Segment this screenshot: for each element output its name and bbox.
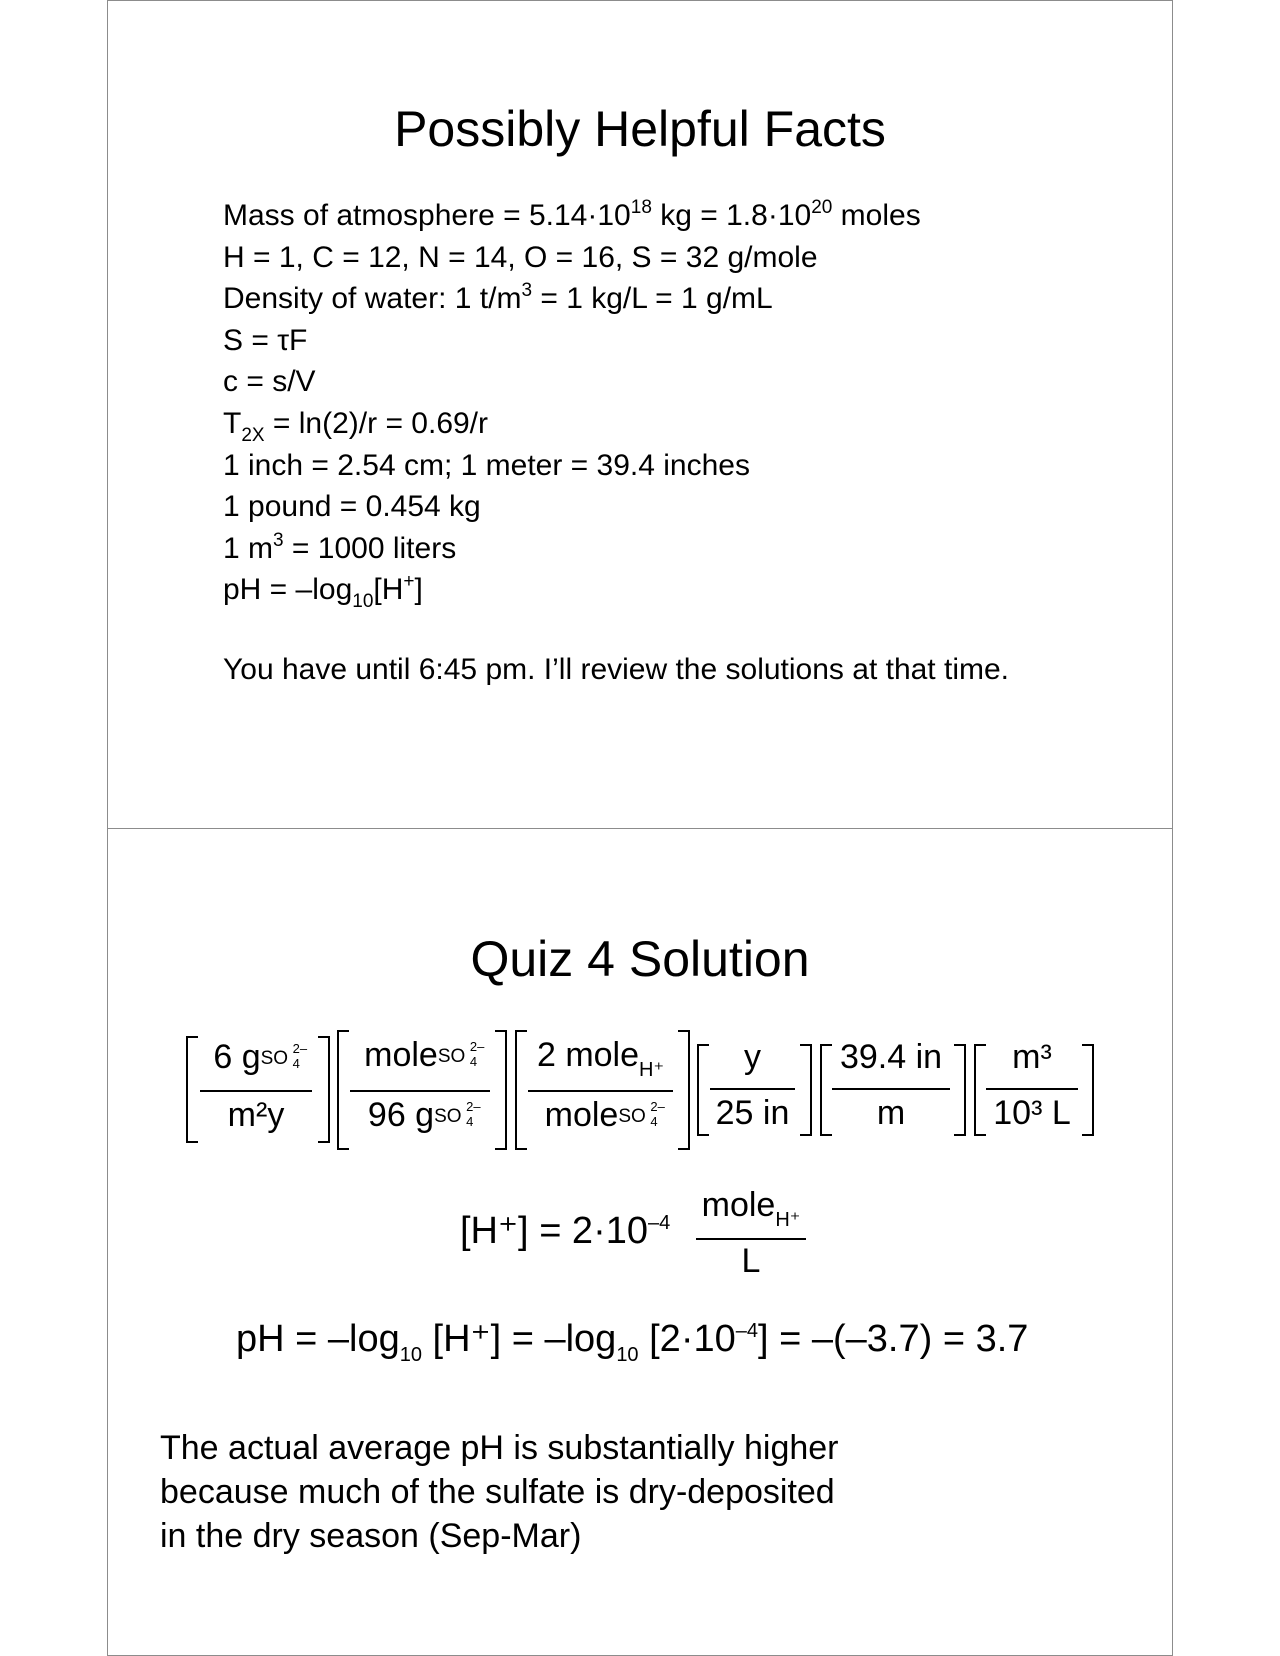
superscript: 3 (273, 529, 284, 551)
text: 2– (650, 1099, 665, 1114)
right-bracket (678, 1030, 690, 1150)
text: moles (832, 199, 921, 232)
subscript: 10 (616, 1344, 639, 1366)
text: ] (414, 573, 423, 607)
fraction-bar (710, 1088, 795, 1090)
fact-atmosphere-mass: Mass of atmosphere = $5.14\cdot 10^{18}$ kg = $1.8\cdot 10^{20}$ moles (223, 197, 921, 232)
text: 96 g (367, 1096, 435, 1134)
text: 2– (469, 1039, 485, 1054)
text: 1 m (223, 531, 274, 565)
note-line: because much of the sulfate is dry-deposited (160, 1473, 835, 1511)
text: = 1 kg/L = 1 g/mL (532, 282, 773, 316)
denominator: m (876, 1094, 906, 1132)
text: = 2·10 (539, 1210, 648, 1252)
fraction-bar (696, 1238, 806, 1240)
note-line: in the dry season (Sep-Mar) (160, 1517, 582, 1555)
numerator (528, 1036, 673, 1081)
explanation-note (160, 1426, 839, 1558)
text: pH = –log (223, 573, 353, 607)
facts-list (223, 195, 921, 611)
fraction-bar (986, 1088, 1078, 1090)
left-bracket (697, 1044, 709, 1136)
numerator: y (744, 1038, 761, 1076)
text: SO (434, 1106, 462, 1127)
subscript: 10 (352, 591, 374, 613)
fact-pound-conversion: 1 pound = 0.454 kg (223, 490, 481, 524)
text: [H⁺] = –log (432, 1318, 617, 1360)
numerator (350, 1036, 490, 1075)
denominator: 10³ L (993, 1094, 1071, 1132)
fact-inch-conversion: 1 inch = 2.54 cm; 1 meter = 39.4 inches (223, 448, 750, 482)
superscript: 18 (630, 197, 652, 218)
numerator: m³ (1012, 1038, 1052, 1076)
text: = ln(2)/r = 0.69/r (264, 406, 489, 440)
text: SO (618, 1106, 646, 1127)
text: [H (373, 573, 404, 607)
text: 2– (466, 1099, 481, 1114)
text: 2 mole (536, 1036, 640, 1074)
subscript: 10 (399, 1344, 422, 1366)
subscript: 2X (241, 424, 265, 446)
left-bracket (186, 1036, 198, 1143)
fact-s-equation: S = τF (223, 323, 308, 357)
text: mole (364, 1036, 438, 1074)
fraction-inches-per-meter (832, 1038, 950, 1136)
text: 2– (292, 1041, 308, 1056)
h-ion-bracket: [H⁺] (460, 1210, 529, 1252)
text: 4 (466, 1114, 474, 1129)
right-bracket (954, 1044, 966, 1136)
right-bracket (800, 1044, 812, 1136)
exponent: –4 (648, 1212, 671, 1234)
slide-helpful-facts (107, 0, 1173, 829)
denominator: 25 in (715, 1094, 790, 1132)
text: mole (544, 1096, 619, 1134)
text: ] = –(–3.7) = 3.7 (758, 1318, 1029, 1360)
text: H⁺ (639, 1059, 665, 1081)
text: kg = 1.8 (651, 199, 768, 232)
fraction-hydrogen-per-sulfate (528, 1030, 673, 1150)
fraction-moles-per-gram (350, 1030, 490, 1150)
left-bracket (820, 1044, 832, 1136)
text: 6 g (213, 1038, 261, 1076)
fraction-cubic-meter-per-liter (986, 1038, 1078, 1136)
text: pH = –log (236, 1318, 400, 1360)
superscript: 3 (521, 280, 533, 302)
denominator: L (741, 1242, 761, 1280)
fact-c-equation: c = s/V (223, 365, 316, 399)
note-line: The actual average pH is substantially higher (160, 1429, 839, 1467)
numerator: 39.4 in (839, 1038, 943, 1076)
text: Mass of atmosphere = 5.14 (223, 199, 588, 232)
slide-title: Possibly Helpful Facts (394, 101, 886, 157)
sulfate-subscript (437, 1036, 485, 1069)
deadline-note: You have until 6:45 pm. I’ll review the solutions at that time. (223, 653, 1009, 686)
fraction-bar (350, 1090, 490, 1092)
sulfate-subscript (618, 1096, 665, 1129)
text: T (223, 406, 242, 440)
fact-water-density (223, 278, 921, 320)
text: SO (260, 1048, 289, 1069)
fraction-bar (832, 1088, 950, 1090)
text: 4 (469, 1054, 478, 1069)
fact-ph-definition (223, 569, 921, 611)
numerator (200, 1038, 312, 1077)
text: = 1000 liters (283, 531, 457, 565)
fraction-moles-per-liter (696, 1186, 806, 1280)
exponent: –4 (735, 1320, 758, 1342)
fraction-bar (528, 1090, 673, 1092)
text: H⁺ (775, 1209, 801, 1231)
text: mole (701, 1186, 776, 1224)
left-bracket (337, 1030, 349, 1150)
sulfate-subscript (434, 1096, 481, 1129)
text: Density of water: 1 t/m (223, 282, 522, 316)
left-bracket (515, 1030, 527, 1150)
fraction-year-per-rain (710, 1038, 795, 1136)
superscript: + (403, 571, 415, 593)
text: 4 (650, 1114, 658, 1129)
numerator (696, 1186, 806, 1231)
text: SO (437, 1046, 466, 1067)
fraction-sulfate-per-area (200, 1036, 312, 1143)
fact-cubic-meter (223, 528, 921, 570)
fact-atomic-masses: H = 1, C = 12, N = 14, O = 16, S = 32 g/mole (223, 240, 818, 274)
superscript: 20 (811, 197, 833, 218)
right-bracket (318, 1036, 330, 1143)
text: 10 (597, 199, 631, 232)
text: 4 (292, 1056, 300, 1071)
right-bracket (1082, 1044, 1094, 1136)
text: [2·10 (649, 1318, 736, 1360)
sulfate-subscript (260, 1038, 308, 1071)
ph-calculation (236, 1316, 1029, 1366)
fraction-bar (200, 1090, 312, 1092)
fact-doubling-time (223, 403, 921, 445)
text: 10 (777, 199, 812, 232)
denominator (350, 1096, 490, 1135)
denominator: m²y (227, 1096, 285, 1134)
left-bracket (974, 1044, 986, 1136)
right-bracket (495, 1030, 507, 1150)
denominator (528, 1096, 673, 1135)
slide-title: Quiz 4 Solution (470, 931, 810, 987)
h-concentration-equation (460, 1208, 670, 1253)
